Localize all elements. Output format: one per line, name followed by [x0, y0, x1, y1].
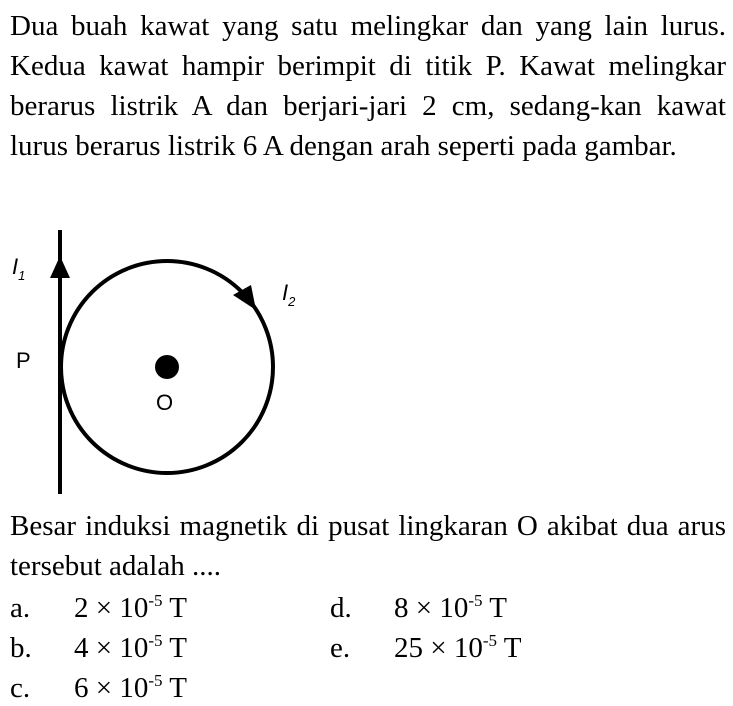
option-e[interactable]: e. $25 \times 10^{-5}$ T — [330, 631, 522, 664]
option-b[interactable]: b. $4 \times 10^{-5}$ T — [10, 631, 187, 664]
center-dot — [155, 355, 179, 379]
label-i2: $I_2$ — [282, 280, 296, 309]
circuit-diagram — [0, 222, 330, 502]
option-a[interactable]: a. $2 \times 10^{-5}$ T — [10, 591, 187, 624]
label-p: P — [16, 348, 31, 373]
option-c[interactable]: c. $6 \times 10^{-5}$ T — [10, 671, 187, 704]
arrow-up-icon — [50, 256, 70, 278]
option-d[interactable]: d. $8 \times 10^{-5}$ T — [330, 591, 507, 624]
label-i1: $I_1$ — [12, 254, 26, 283]
figure-wire-loop — [0, 222, 330, 502]
question-text: Besar induksi magnetik di pusat lingkaran O akibat dua arus tersebut adalah .... — [10, 510, 726, 582]
problem-text: Dua buah kawat yang satu melingkar dan yang lain lurus. Kedua kawat hampir berimpit di titik P. Kawat melingkar berarus listrik A dan berjari-jari 2 cm, sedang-kan kawat lurus berarus listrik 6 A dengan arah seperti pada gambar. — [10, 10, 726, 162]
label-o: O — [156, 390, 174, 415]
